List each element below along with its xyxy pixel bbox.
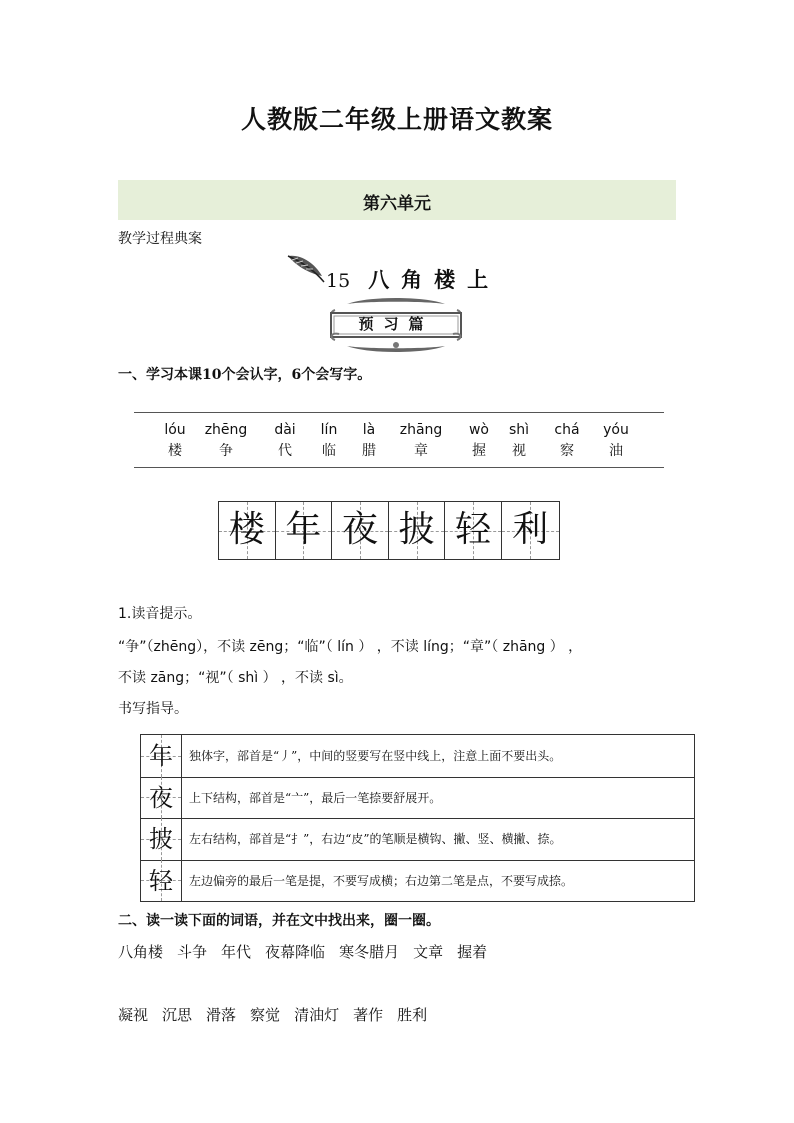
hanzi-text: 视 xyxy=(512,443,526,459)
guide-text: 独体字，部首是“丿”，中间的竖要写在竖中线上，注意上面不要出头。 xyxy=(189,749,562,763)
hanzi-text: 察 xyxy=(560,443,574,459)
guide-text: 左边偏旁的最后一笔是提，不要写成横；右边第二笔是点，不要写成捺。 xyxy=(189,873,574,888)
guide-char: 披 xyxy=(149,825,173,853)
writing-char: 夜 xyxy=(341,509,378,550)
vocab-word: 寒冬腊月 xyxy=(339,943,400,961)
pinyin-text: wò xyxy=(468,422,489,438)
writing-char: 披 xyxy=(398,509,435,550)
section-2-heading: 二、读一读下面的词语，并在文中找出来，圈一圈。 xyxy=(118,913,440,929)
pinyin-entry xyxy=(542,419,592,461)
guide-char-grid xyxy=(141,735,182,777)
preview-banner-label: 预习篇 xyxy=(358,315,434,333)
writing-grid-cell xyxy=(332,502,389,559)
writing-guide-row xyxy=(141,777,694,820)
pinyin-text: dài xyxy=(274,422,296,438)
guide-text: 上下结构，部首是“亠”，最后一笔捺要舒展开。 xyxy=(189,790,442,805)
vocab-word: 胜利 xyxy=(397,1006,428,1024)
writing-grid-cell xyxy=(502,502,559,559)
writing-grid xyxy=(218,501,560,560)
lesson-name: 八角楼上 xyxy=(368,267,501,292)
pinyin-text: lín xyxy=(320,422,338,438)
vocab-word: 凝视 xyxy=(118,1006,149,1024)
lesson-number: 15 xyxy=(326,270,351,292)
writing-guide-heading: 书写指导。 xyxy=(118,701,188,717)
guide-char-grid xyxy=(141,860,182,902)
writing-char: 楼 xyxy=(228,509,265,550)
pinyin-text: lóu xyxy=(164,422,186,438)
reading-tip-heading: 1.读音提示。 xyxy=(118,606,202,622)
pinyin-text: chá xyxy=(554,422,580,438)
reading-tip-line-1: “争”（zhēng），不读 zēng；“临”（ lín ） ，不读 líng；“章”（ zhāng ） ， xyxy=(118,639,583,655)
pinyin-entry xyxy=(396,419,446,461)
guide-text: 左右结构，部首是“扌”，右边“皮”的笔顺是横钩、撇、竖、横撇、捺。 xyxy=(189,832,562,846)
vocab-word: 八角楼 xyxy=(118,943,164,961)
hanzi-text: 争 xyxy=(219,443,233,459)
lesson-title xyxy=(326,264,500,294)
writing-grid-cell xyxy=(219,502,276,559)
guide-char: 轻 xyxy=(149,866,173,895)
writing-guide-table xyxy=(140,734,695,902)
vocab-word: 年代 xyxy=(221,943,252,961)
vocab-word: 著作 xyxy=(353,1006,384,1024)
hanzi-text: 代 xyxy=(278,443,292,459)
pinyin-text: zhēng xyxy=(204,422,248,438)
pinyin-entry xyxy=(494,419,544,461)
pinyin-entry xyxy=(344,419,394,461)
pinyin-text: shì xyxy=(508,422,530,438)
hanzi-text: 章 xyxy=(414,443,428,459)
reading-tip-line-2: 不读 zāng；“视”（ shì ） ，不读 sì。 xyxy=(118,670,353,686)
writing-guide-row xyxy=(141,735,694,778)
writing-grid-cell xyxy=(445,502,502,559)
vocab-word: 文章 xyxy=(413,943,444,961)
guide-char: 夜 xyxy=(149,783,173,812)
writing-guide-row xyxy=(141,818,694,861)
pinyin-entry xyxy=(201,419,251,461)
pinyin-entry xyxy=(591,419,641,461)
guide-char: 年 xyxy=(149,742,173,770)
pinyin-text: yóu xyxy=(603,422,629,438)
writing-grid-cell xyxy=(389,502,446,559)
word-list-2 xyxy=(118,1004,441,1025)
vocab-word: 夜幕降临 xyxy=(265,943,326,961)
vocab-word: 滑落 xyxy=(206,1006,237,1024)
pinyin-table xyxy=(134,412,664,468)
vocab-word: 察觉 xyxy=(250,1006,281,1024)
pinyin-text: là xyxy=(362,422,376,438)
feather-icon xyxy=(286,252,326,286)
hanzi-text: 临 xyxy=(322,443,336,459)
word-list-1 xyxy=(118,941,501,962)
pinyin-text: zhāng xyxy=(399,422,443,438)
hanzi-text: 楼 xyxy=(168,443,182,459)
writing-char: 利 xyxy=(512,509,549,550)
pinyin-entry xyxy=(150,419,200,461)
writing-grid-cell xyxy=(276,502,333,559)
hanzi-text: 握 xyxy=(472,443,486,459)
guide-char-grid xyxy=(141,818,182,860)
writing-char: 年 xyxy=(285,509,322,550)
unit-title: 第六单元 xyxy=(363,194,431,214)
writing-char: 轻 xyxy=(455,509,492,550)
pinyin-entry xyxy=(260,419,310,461)
vocab-word: 斗争 xyxy=(177,943,208,961)
vocab-word: 清油灯 xyxy=(294,1006,340,1024)
vocab-word: 沉思 xyxy=(162,1006,193,1024)
hanzi-text: 腊 xyxy=(362,443,376,459)
hanzi-text: 油 xyxy=(609,443,623,459)
document-subtitle: 教学过程典案 xyxy=(118,231,202,247)
document-title: 人教版二年级上册语文教案 xyxy=(240,105,553,134)
guide-char-grid xyxy=(141,777,182,819)
vocab-word: 握着 xyxy=(457,943,488,961)
writing-guide-row xyxy=(141,860,694,902)
section-1-heading: 一、学习本课10个会认字，6个会写字。 xyxy=(118,367,372,383)
